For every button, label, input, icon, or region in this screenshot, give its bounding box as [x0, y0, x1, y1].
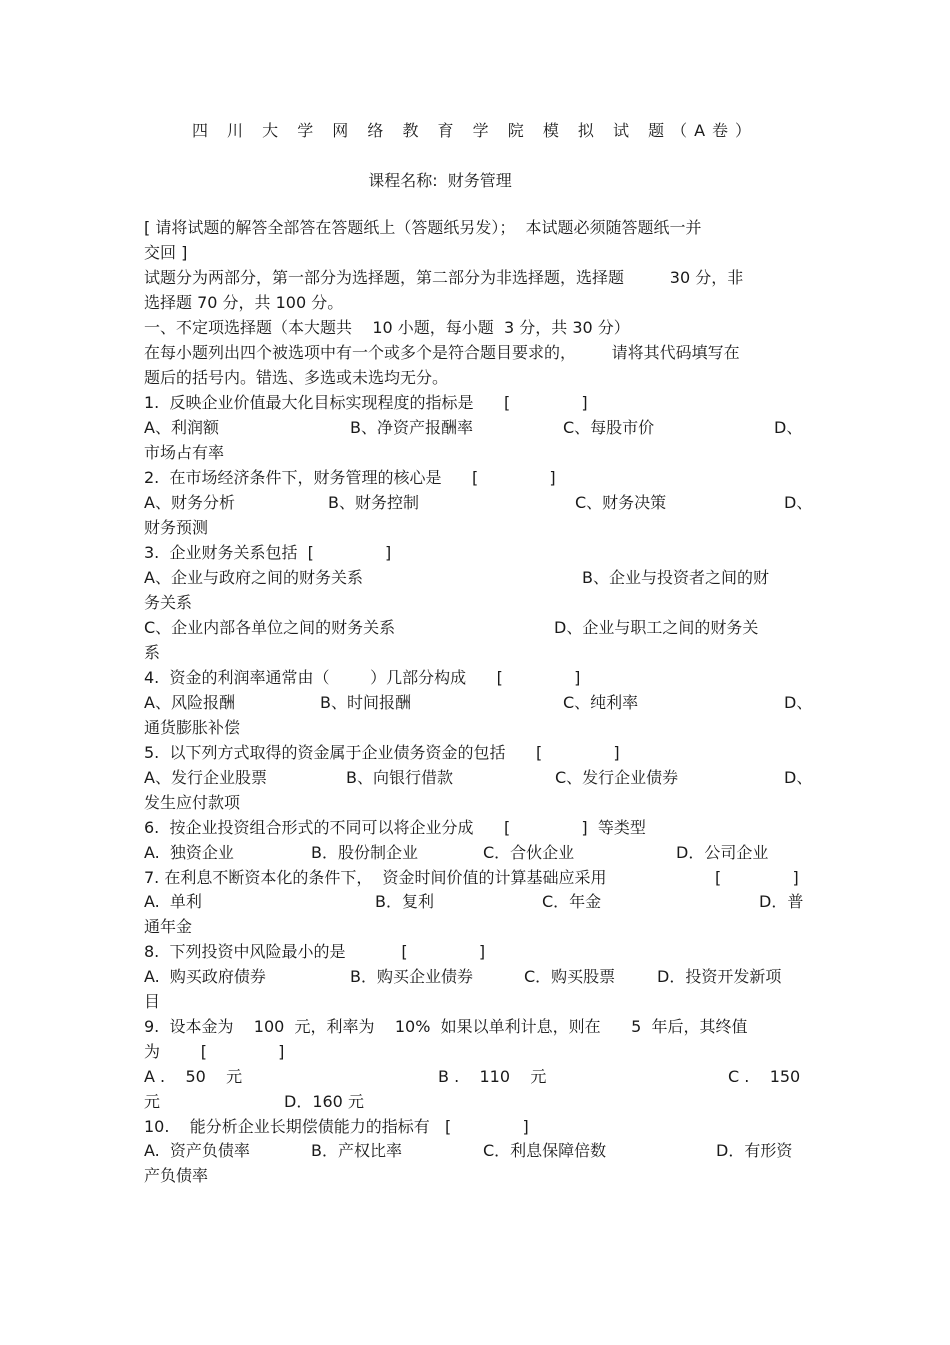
option-b: B．股份制企业	[311, 843, 418, 862]
option-b: B、财务控制	[328, 493, 419, 512]
question-6-stem: 6. 按企业投资组合形式的不同可以将企业分成 [ ] 等类型	[144, 818, 646, 837]
notice-line-1: [ 请将试题的解答全部答在答题纸上（答题纸另发）； 本试题必须随答题纸一并	[144, 218, 702, 237]
structure-line-2: 选择题 70 分，共 100 分。	[144, 293, 344, 312]
option-c: C、发行企业债券	[555, 768, 679, 787]
structure-line-1: 试题分为两部分，第一部分为选择题，第二部分为非选择题，选择题 30 分，非	[144, 268, 744, 287]
question-1-wrap: 市场占有率	[144, 443, 225, 462]
question-7-wrap: 通年金	[144, 917, 193, 936]
question-7-options	[144, 890, 814, 915]
option-a: A、企业与政府之间的财务关系	[144, 568, 363, 587]
option-d: D、	[784, 693, 813, 712]
question-5-stem: 5. 以下列方式取得的资金属于企业债务资金的包括 [ ]	[144, 743, 620, 762]
option-c: C、企业内部各单位之间的财务关系	[144, 618, 396, 637]
question-5-wrap: 发生应付款项	[144, 793, 241, 812]
course-name: 课程名称: 财务管理	[368, 171, 512, 190]
section-heading: 一、不定项选择题（本大题共 10 小题，每小题 3 分，共 30 分）	[144, 318, 630, 337]
question-9-stem-2: 为 [ ]	[144, 1042, 285, 1061]
option-b: B、企业与投资者之间的财	[582, 568, 769, 587]
option-a: A. 单利	[144, 892, 202, 911]
question-3-wrap-d: 系	[144, 643, 161, 662]
question-1-stem: 1. 反映企业价值最大化目标实现程度的指标是 [ ]	[144, 393, 588, 412]
option-a: A . 50 元	[144, 1067, 243, 1086]
exam-title: 四 川 大 学 网 络 教 育 学 院 模 拟 试 题（A卷）	[191, 121, 759, 140]
question-4-stem: 4. 资金的利润率通常由（ ）几部分构成 [ ]	[144, 668, 581, 687]
option-d: D、	[774, 418, 803, 437]
option-a: A、财务分析	[144, 493, 235, 512]
option-c: C．购买股票	[524, 967, 616, 986]
question-9-options-abc	[144, 1065, 814, 1090]
question-9-options-d	[144, 1090, 814, 1115]
option-a: A、利润额	[144, 418, 219, 437]
section-instructions-2: 题后的括号内。错选、多选或未选均无分。	[144, 368, 449, 387]
section-instructions-1: 在每小题列出四个被选项中有一个或多个是符合题目要求的， 请将其代码填写在	[144, 343, 740, 362]
question-7-stem	[144, 866, 814, 891]
question-4-options	[144, 691, 814, 716]
question-9-stem: 9. 设本金为 100 元，利率为 10% 如果以单利计息，则在 5 年后，其终值	[144, 1017, 748, 1036]
option-b: B．复利	[375, 892, 434, 911]
option-a: A. 购买政府债券	[144, 967, 266, 986]
option-c: C．合伙企业	[483, 843, 575, 862]
option-d: D．公司企业	[676, 843, 769, 862]
question-10-stem: 10. 能分析企业长期偿债能力的指标有 [ ]	[144, 1117, 529, 1136]
question-8-options	[144, 965, 814, 990]
option-c: C、纯利率	[563, 693, 639, 712]
option-c: C．年金	[542, 892, 602, 911]
question-3-options-cd	[144, 616, 814, 641]
question-2-wrap: 财务预测	[144, 518, 209, 537]
option-a: A. 独资企业	[144, 843, 234, 862]
option-c: C．利息保障倍数	[483, 1141, 607, 1160]
question-6-options	[144, 841, 814, 866]
option-c: C、每股市价	[563, 418, 655, 437]
option-b: B、净资产报酬率	[350, 418, 473, 437]
question-10-options	[144, 1139, 814, 1164]
question-1-options	[144, 416, 814, 441]
option-d: D、企业与职工之间的财务关	[554, 618, 759, 637]
option-d: D、	[784, 768, 813, 787]
option-b: B．产权比率	[311, 1141, 402, 1160]
option-a: A. 资产负债率	[144, 1141, 250, 1160]
question-7-bracket: [ ]	[715, 868, 799, 887]
option-d: D．160 元	[284, 1092, 364, 1111]
notice-line-2: 交回 ]	[144, 243, 188, 262]
question-9-wrap: 元	[144, 1092, 161, 1111]
question-3-options-ab	[144, 566, 814, 591]
option-a: A、风险报酬	[144, 693, 235, 712]
question-10-wrap: 产负债率	[144, 1166, 209, 1185]
option-b: B、时间报酬	[320, 693, 411, 712]
option-d: D．普	[759, 892, 804, 911]
option-b: B、向银行借款	[346, 768, 453, 787]
option-b: B．购买企业债券	[350, 967, 473, 986]
option-a: A、发行企业股票	[144, 768, 267, 787]
option-d: D．有形资	[716, 1141, 793, 1160]
option-c: C . 150	[728, 1067, 801, 1086]
question-3-stem: 3. 企业财务关系包括 [ ]	[144, 543, 392, 562]
option-c: C、财务决策	[575, 493, 667, 512]
question-2-stem: 2. 在市场经济条件下，财务管理的核心是 [ ]	[144, 468, 556, 487]
question-4-wrap: 通货膨胀补偿	[144, 718, 241, 737]
question-8-wrap: 目	[144, 992, 161, 1011]
question-7-text: 7. 在利息不断资本化的条件下， 资金时间价值的计算基础应采用	[144, 868, 607, 887]
question-2-options	[144, 491, 814, 516]
question-3-wrap-b: 务关系	[144, 593, 193, 612]
option-d: D、	[784, 493, 813, 512]
question-8-stem: 8. 下列投资中风险最小的是 [ ]	[144, 942, 486, 961]
option-b: B . 110 元	[438, 1067, 547, 1086]
question-5-options	[144, 766, 814, 791]
option-d: D．投资开发新项	[657, 967, 782, 986]
